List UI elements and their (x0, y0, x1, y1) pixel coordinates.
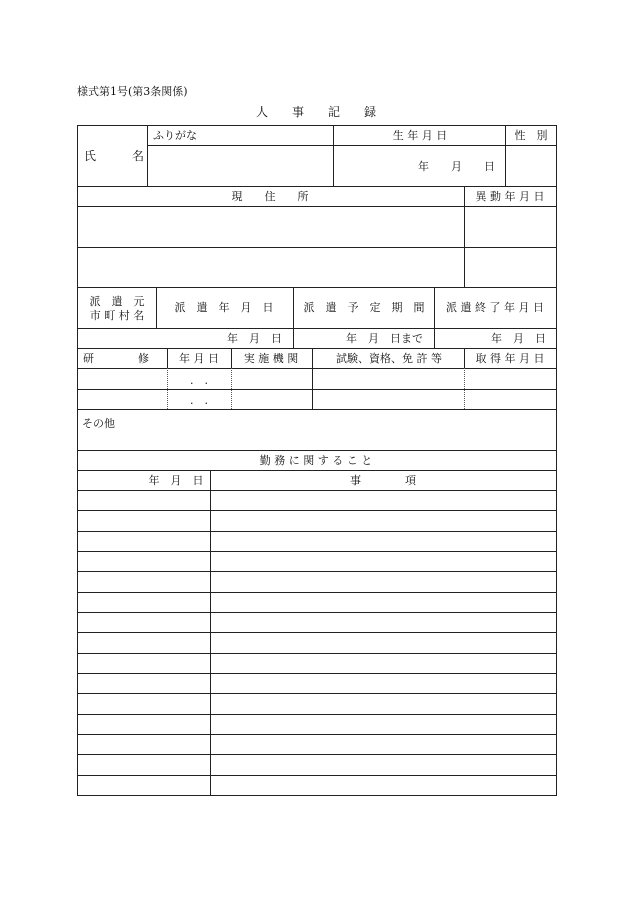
duty-item-cell[interactable] (212, 613, 555, 631)
training-org-label: 実 施 機 関 (243, 352, 299, 365)
other-label: その他 (82, 417, 115, 430)
duty-date-cell[interactable] (79, 552, 209, 570)
duty-item-cell[interactable] (212, 532, 555, 550)
birthdate-value: 年 月 日 (418, 160, 495, 173)
duty-date-cell[interactable] (79, 735, 209, 753)
duty-item-cell[interactable] (212, 755, 555, 773)
duty-date-cell[interactable] (79, 491, 209, 509)
dispatch-period-value: 年 月 日まで (346, 332, 423, 345)
duty-section-title: 勤 務 に 関 す る こ と (259, 454, 373, 467)
dispatch-origin-label-2: 市 町 村 名 (89, 309, 145, 322)
frame-bottom (77, 795, 557, 796)
furigana-label: ふりがな (153, 129, 197, 142)
frame-right (556, 125, 557, 796)
birthdate-field[interactable] (335, 147, 503, 185)
dispatch-end-label: 派 遣 終 了 年 月 日 (446, 301, 544, 314)
duty-date-cell[interactable] (79, 572, 209, 590)
gender-field[interactable] (507, 147, 555, 185)
dispatch-date-label: 派 遣 年 月 日 (174, 301, 274, 314)
duty-date-cell[interactable] (79, 511, 209, 529)
duty-date-cell[interactable] (79, 654, 209, 672)
form-code: 様式第1号(第3条関係) (77, 85, 188, 98)
training-label: 研 修 (83, 352, 149, 365)
duty-date-cell[interactable] (79, 613, 209, 631)
duty-item-cell[interactable] (212, 776, 555, 794)
page-title: 人 事 記 録 (255, 105, 377, 119)
name-label: 氏 名 (84, 149, 145, 163)
duty-item-cell[interactable] (212, 633, 555, 651)
training-date-placeholder: . . (190, 394, 208, 407)
duty-item-cell[interactable] (212, 654, 555, 672)
duty-date-cell[interactable] (79, 755, 209, 773)
duty-date-cell[interactable] (79, 694, 209, 712)
address-field-1[interactable] (79, 208, 463, 246)
training-date-label: 年 月 日 (179, 352, 219, 365)
duty-date-cell[interactable] (79, 633, 209, 651)
duty-item-cell[interactable] (212, 735, 555, 753)
duty-item-cell[interactable] (212, 552, 555, 570)
address-field-2[interactable] (79, 249, 463, 286)
exam-qualification-label: 試験、資格、免 許 等 (336, 352, 442, 365)
duty-item-cell[interactable] (212, 511, 555, 529)
dispatch-period-label: 派 遣 予 定 期 間 (303, 301, 425, 314)
duty-item-cell[interactable] (212, 593, 555, 611)
duty-item-cell[interactable] (212, 491, 555, 509)
frame-top (77, 125, 557, 126)
duty-date-cell[interactable] (79, 715, 209, 733)
duty-item-cell[interactable] (212, 715, 555, 733)
duty-date-label: 年 月 日 (148, 474, 204, 487)
name-field[interactable] (149, 147, 331, 185)
duty-item-cell[interactable] (212, 674, 555, 692)
dispatch-end-value: 年 月 日 (491, 332, 546, 345)
duty-date-cell[interactable] (79, 674, 209, 692)
other-field[interactable] (130, 411, 555, 449)
acquired-date-label: 取 得 年 月 日 (475, 352, 545, 365)
transfer-date-label: 異 動 年 月 日 (475, 190, 545, 203)
dispatch-origin-label-1: 派 遣 元 (89, 295, 145, 308)
dispatch-date-value: 年 月 日 (227, 332, 282, 345)
duty-item-cell[interactable] (212, 572, 555, 590)
birthdate-label: 生 年 月 日 (392, 129, 448, 142)
duty-item-cell[interactable] (212, 694, 555, 712)
training-date-placeholder: . . (190, 374, 208, 387)
duty-item-label: 事 項 (350, 474, 416, 487)
duty-date-cell[interactable] (79, 532, 209, 550)
gender-label: 性 別 (514, 129, 548, 142)
duty-date-cell[interactable] (79, 776, 209, 794)
duty-date-cell[interactable] (79, 593, 209, 611)
address-label: 現 住 所 (231, 190, 309, 203)
frame-left (77, 125, 78, 796)
